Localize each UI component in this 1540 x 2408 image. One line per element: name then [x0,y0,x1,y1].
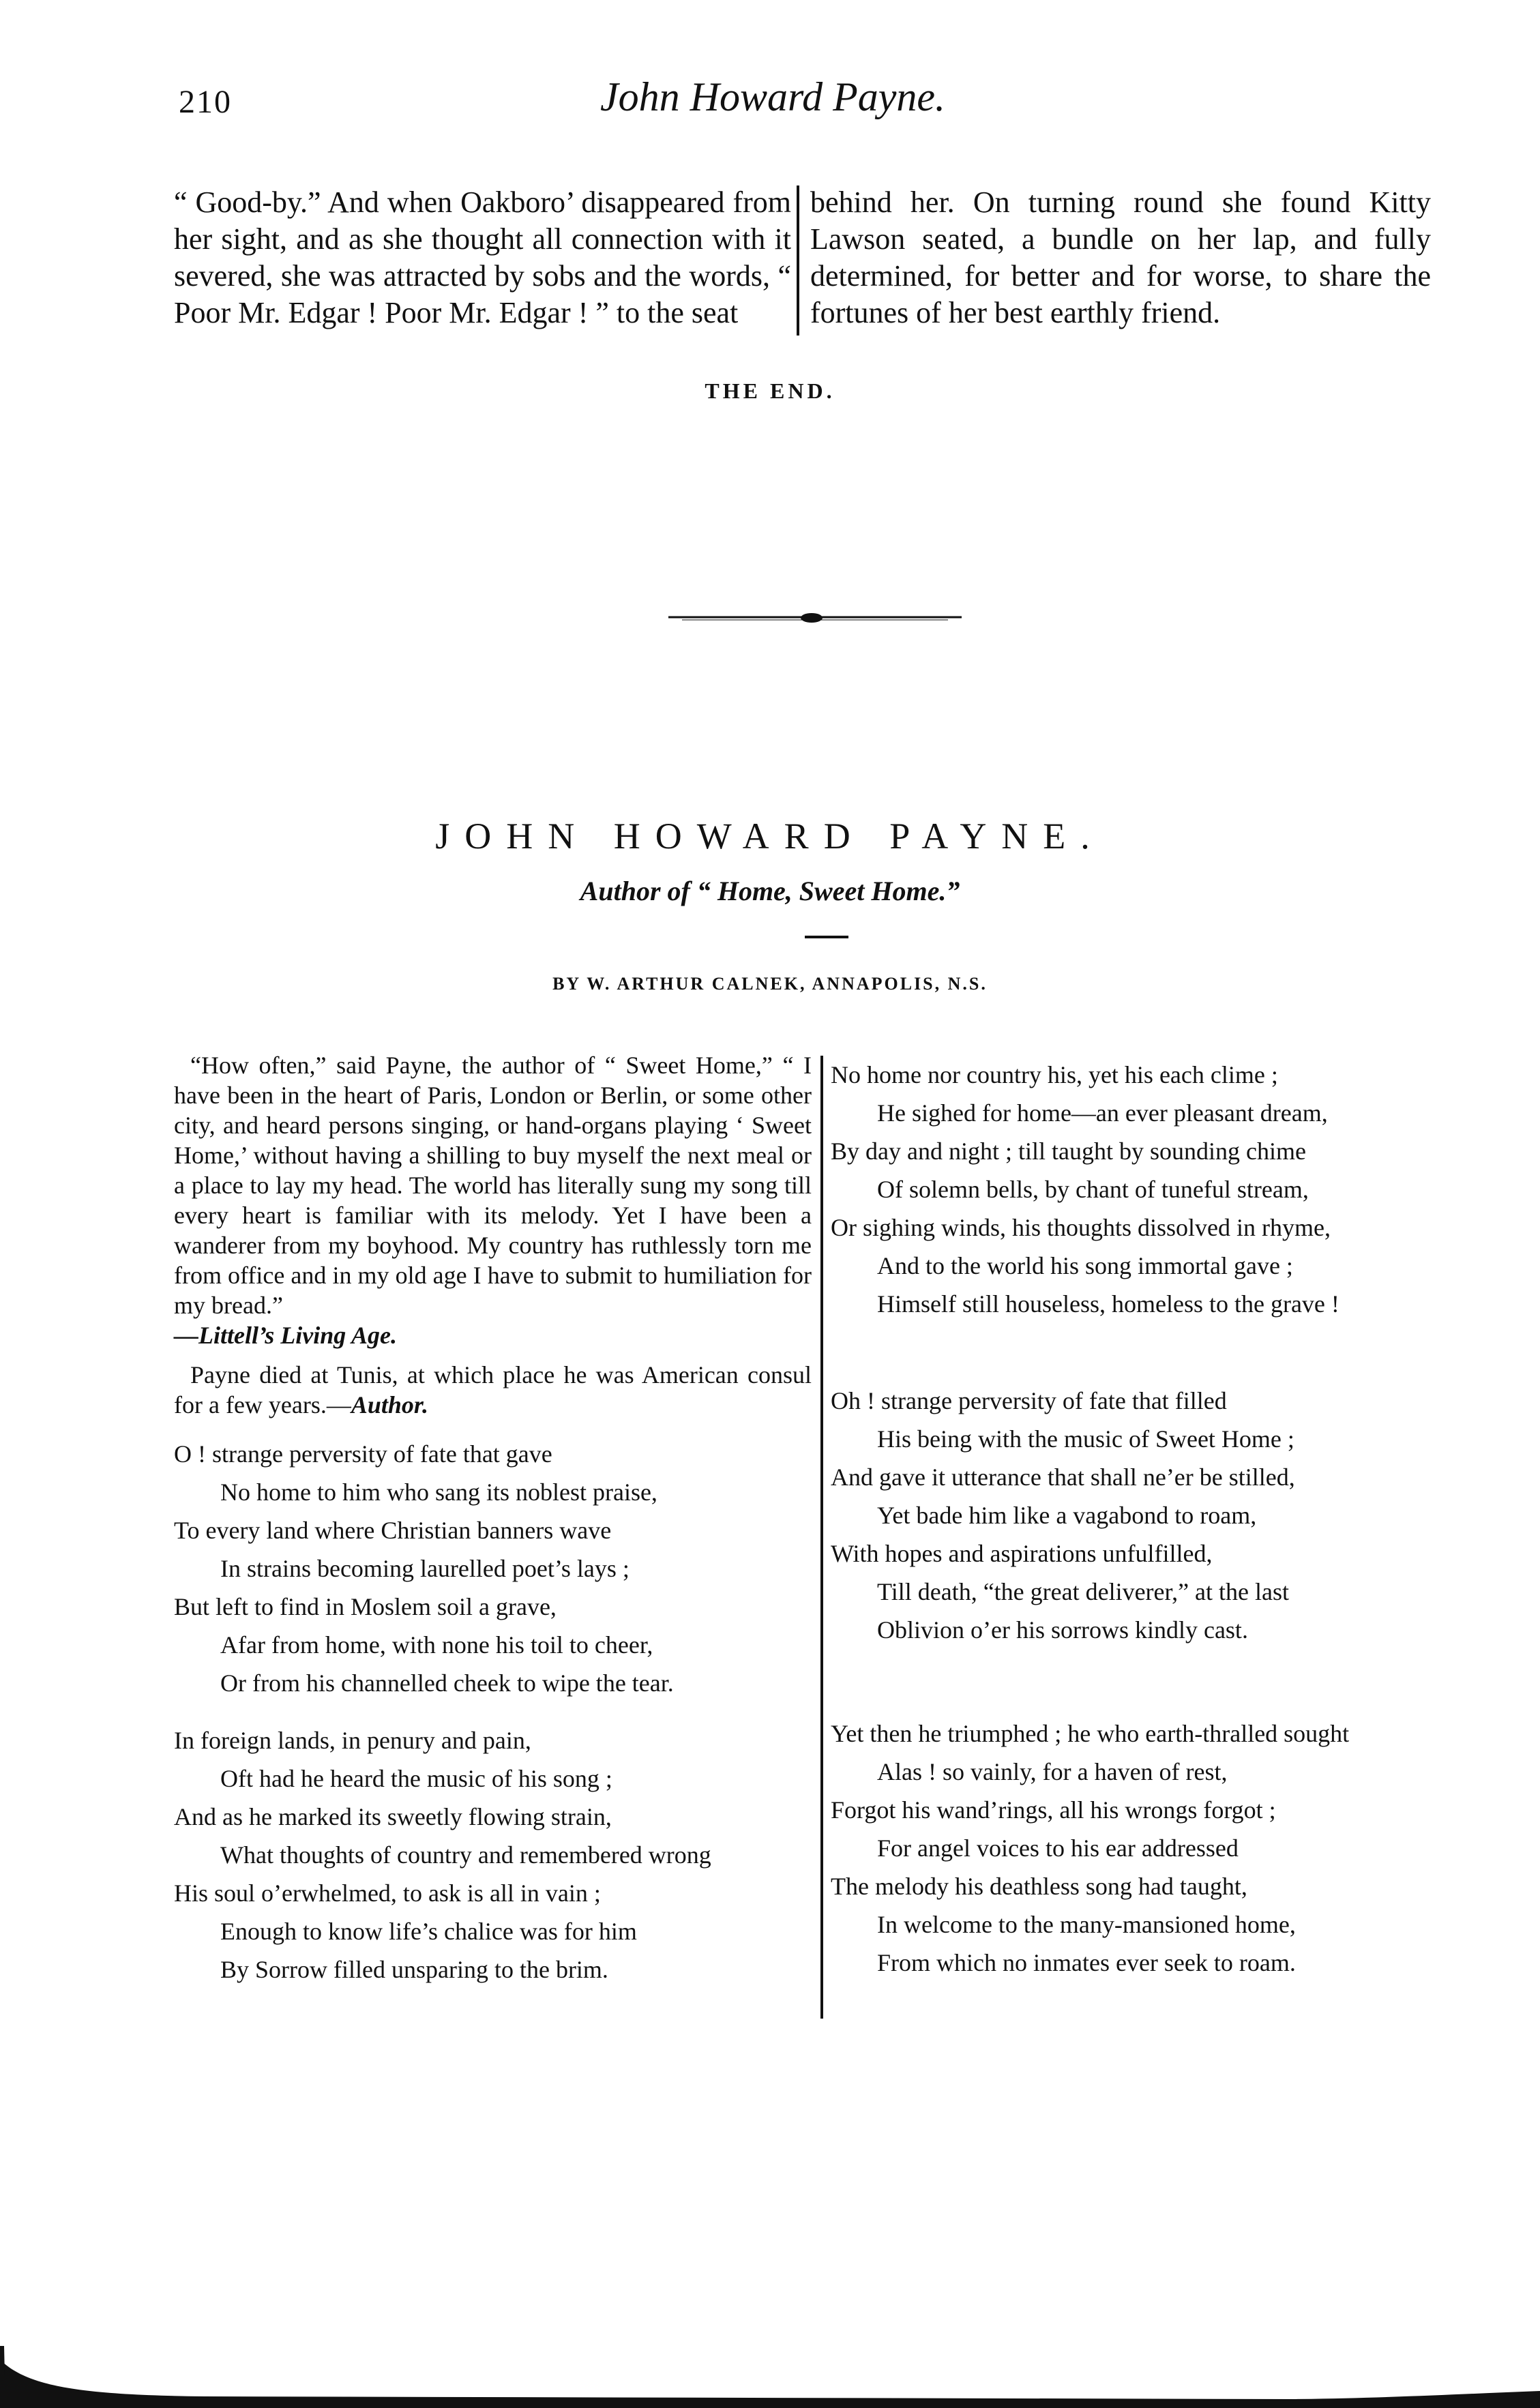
verse-line: To every land where Christian banners wave [174,1517,612,1544]
section-ornament-rule [668,607,962,627]
verse-line: O ! strange perversity of fate that gave [174,1440,552,1468]
verse-line: Afar from home, with none his toil to cheer, [220,1631,653,1659]
verse-line: No home nor country his, yet his each clime ; [831,1061,1278,1088]
author-note-source: Author. [351,1391,428,1418]
article-column-rule [820,1056,823,2019]
previous-story-column-rule [797,185,799,336]
verse-line: And as he marked its sweetly flowing strain, [174,1803,612,1830]
intro-source: —Littell’s Living Age. [174,1322,397,1349]
verse-line: Alas ! so vainly, for a haven of rest, [877,1758,1228,1785]
poem-stanza-3 [831,1056,1458,1323]
verse-line: With hopes and aspirations unfulfilled, [831,1540,1213,1567]
verse-line: Oblivion o’er his sorrows kindly cast. [877,1616,1248,1644]
verse-line: By Sorrow filled unsparing to the brim. [220,1956,608,1983]
article-subtitle: Author of “ Home, Sweet Home.” [580,876,960,906]
verse-line: Yet bade him like a vagabond to roam, [877,1502,1257,1529]
running-head: John Howard Payne. [600,74,946,119]
article-title: JOHN HOWARD PAYNE. [435,816,1105,857]
verse-line: And to the world his song immortal gave ; [877,1252,1293,1279]
title-divider [805,936,848,938]
page-number: 210 [179,84,232,120]
article-right-column [831,1056,1458,1982]
verse-line: Forgot his wand’rings, all his wrongs forgot ; [831,1796,1276,1824]
verse-line: Himself still houseless, homeless to the grave ! [877,1290,1339,1318]
verse-line: His soul o’erwhelmed, to ask is all in vain ; [174,1879,601,1907]
poem-stanza-1 [174,1435,812,1702]
verse-line: In welcome to the many-mansioned home, [877,1911,1296,1938]
poem-stanza-5 [831,1714,1458,1982]
previous-story-left-column [174,184,791,331]
article-byline: BY W. ARTHUR CALNEK, ANNAPOLIS, N.S. [552,974,988,994]
author-note-paragraph [174,1360,812,1420]
verse-line: The melody his deathless song had taught, [831,1873,1247,1900]
verse-line: By day and night ; till taught by sounding chime [831,1138,1306,1165]
verse-line: Or from his channelled cheek to wipe the tear. [220,1669,674,1697]
previous-story-left-text: “ Good-by.” And when Oakboro’ disappeared from her sight, and as she thought all connection with it severed, she was attracted by sobs and the words, “ Poor Mr. Edgar ! Poor Mr. Edgar ! ” to the seat [174,185,791,329]
intro-quote: “How often,” said Payne, the author of “ Sweet Home,” “ I have been in the heart of Paris, London or Berlin, or some other city, and heard persons singing, or hand-organs playing ‘ Sweet Home,’ without having a shilling to buy myself the next meal or a place to lay my head. The world has literally sung my song till every heart is familiar with its melody. Yet I have been a wanderer from my boyhood. My country has ruthlessly torn me from office and in my old age I have to submit to humiliation for my bread.” [174,1052,812,1319]
poem-stanza-2 [174,1721,812,1989]
the-end-label: THE END. [705,378,835,403]
verse-line: For angel voices to his ear addressed [877,1834,1239,1862]
verse-line: From which no inmates ever seek to roam. [877,1949,1296,1976]
verse-line: Or sighing winds, his thoughts dissolved in rhyme, [831,1214,1331,1241]
verse-line: But left to find in Moslem soil a grave, [174,1593,557,1620]
intro-quote-paragraph [174,1050,812,1350]
verse-line: He sighed for home—an ever pleasant dream, [877,1099,1328,1127]
verse-line: In strains becoming laurelled poet’s lays ; [220,1555,630,1582]
scanned-page-edge [0,2346,1540,2408]
poem-stanza-4 [831,1382,1458,1649]
verse-line: Oh ! strange perversity of fate that filled [831,1387,1227,1414]
verse-line: His being with the music of Sweet Home ; [877,1425,1294,1453]
previous-story-right-text: behind her. On turning round she found Kitty Lawson seated, a bundle on her lap, and fully determined, for better and for worse, to share the fortunes of her best earthly friend. [810,185,1431,329]
verse-line: Oft had he heard the music of his song ; [220,1765,612,1792]
verse-line: And gave it utterance that shall ne’er be stilled, [831,1463,1295,1491]
verse-line: Enough to know life’s chalice was for him [220,1918,637,1945]
verse-line: Of solemn bells, by chant of tuneful stream, [877,1176,1309,1203]
verse-line: No home to him who sang its noblest praise, [220,1478,657,1506]
verse-line: What thoughts of country and remembered wrong [220,1841,711,1869]
verse-line: In foreign lands, in penury and pain, [174,1727,531,1754]
verse-line: Yet then he triumphed ; he who earth-thralled sought [831,1720,1350,1747]
article-left-column [174,1050,812,1989]
verse-line: Till death, “the great deliverer,” at the last [877,1578,1290,1605]
previous-story-right-column [810,184,1431,331]
author-note: Payne died at Tunis, at which place he was American consul for a few years.— [174,1361,812,1418]
